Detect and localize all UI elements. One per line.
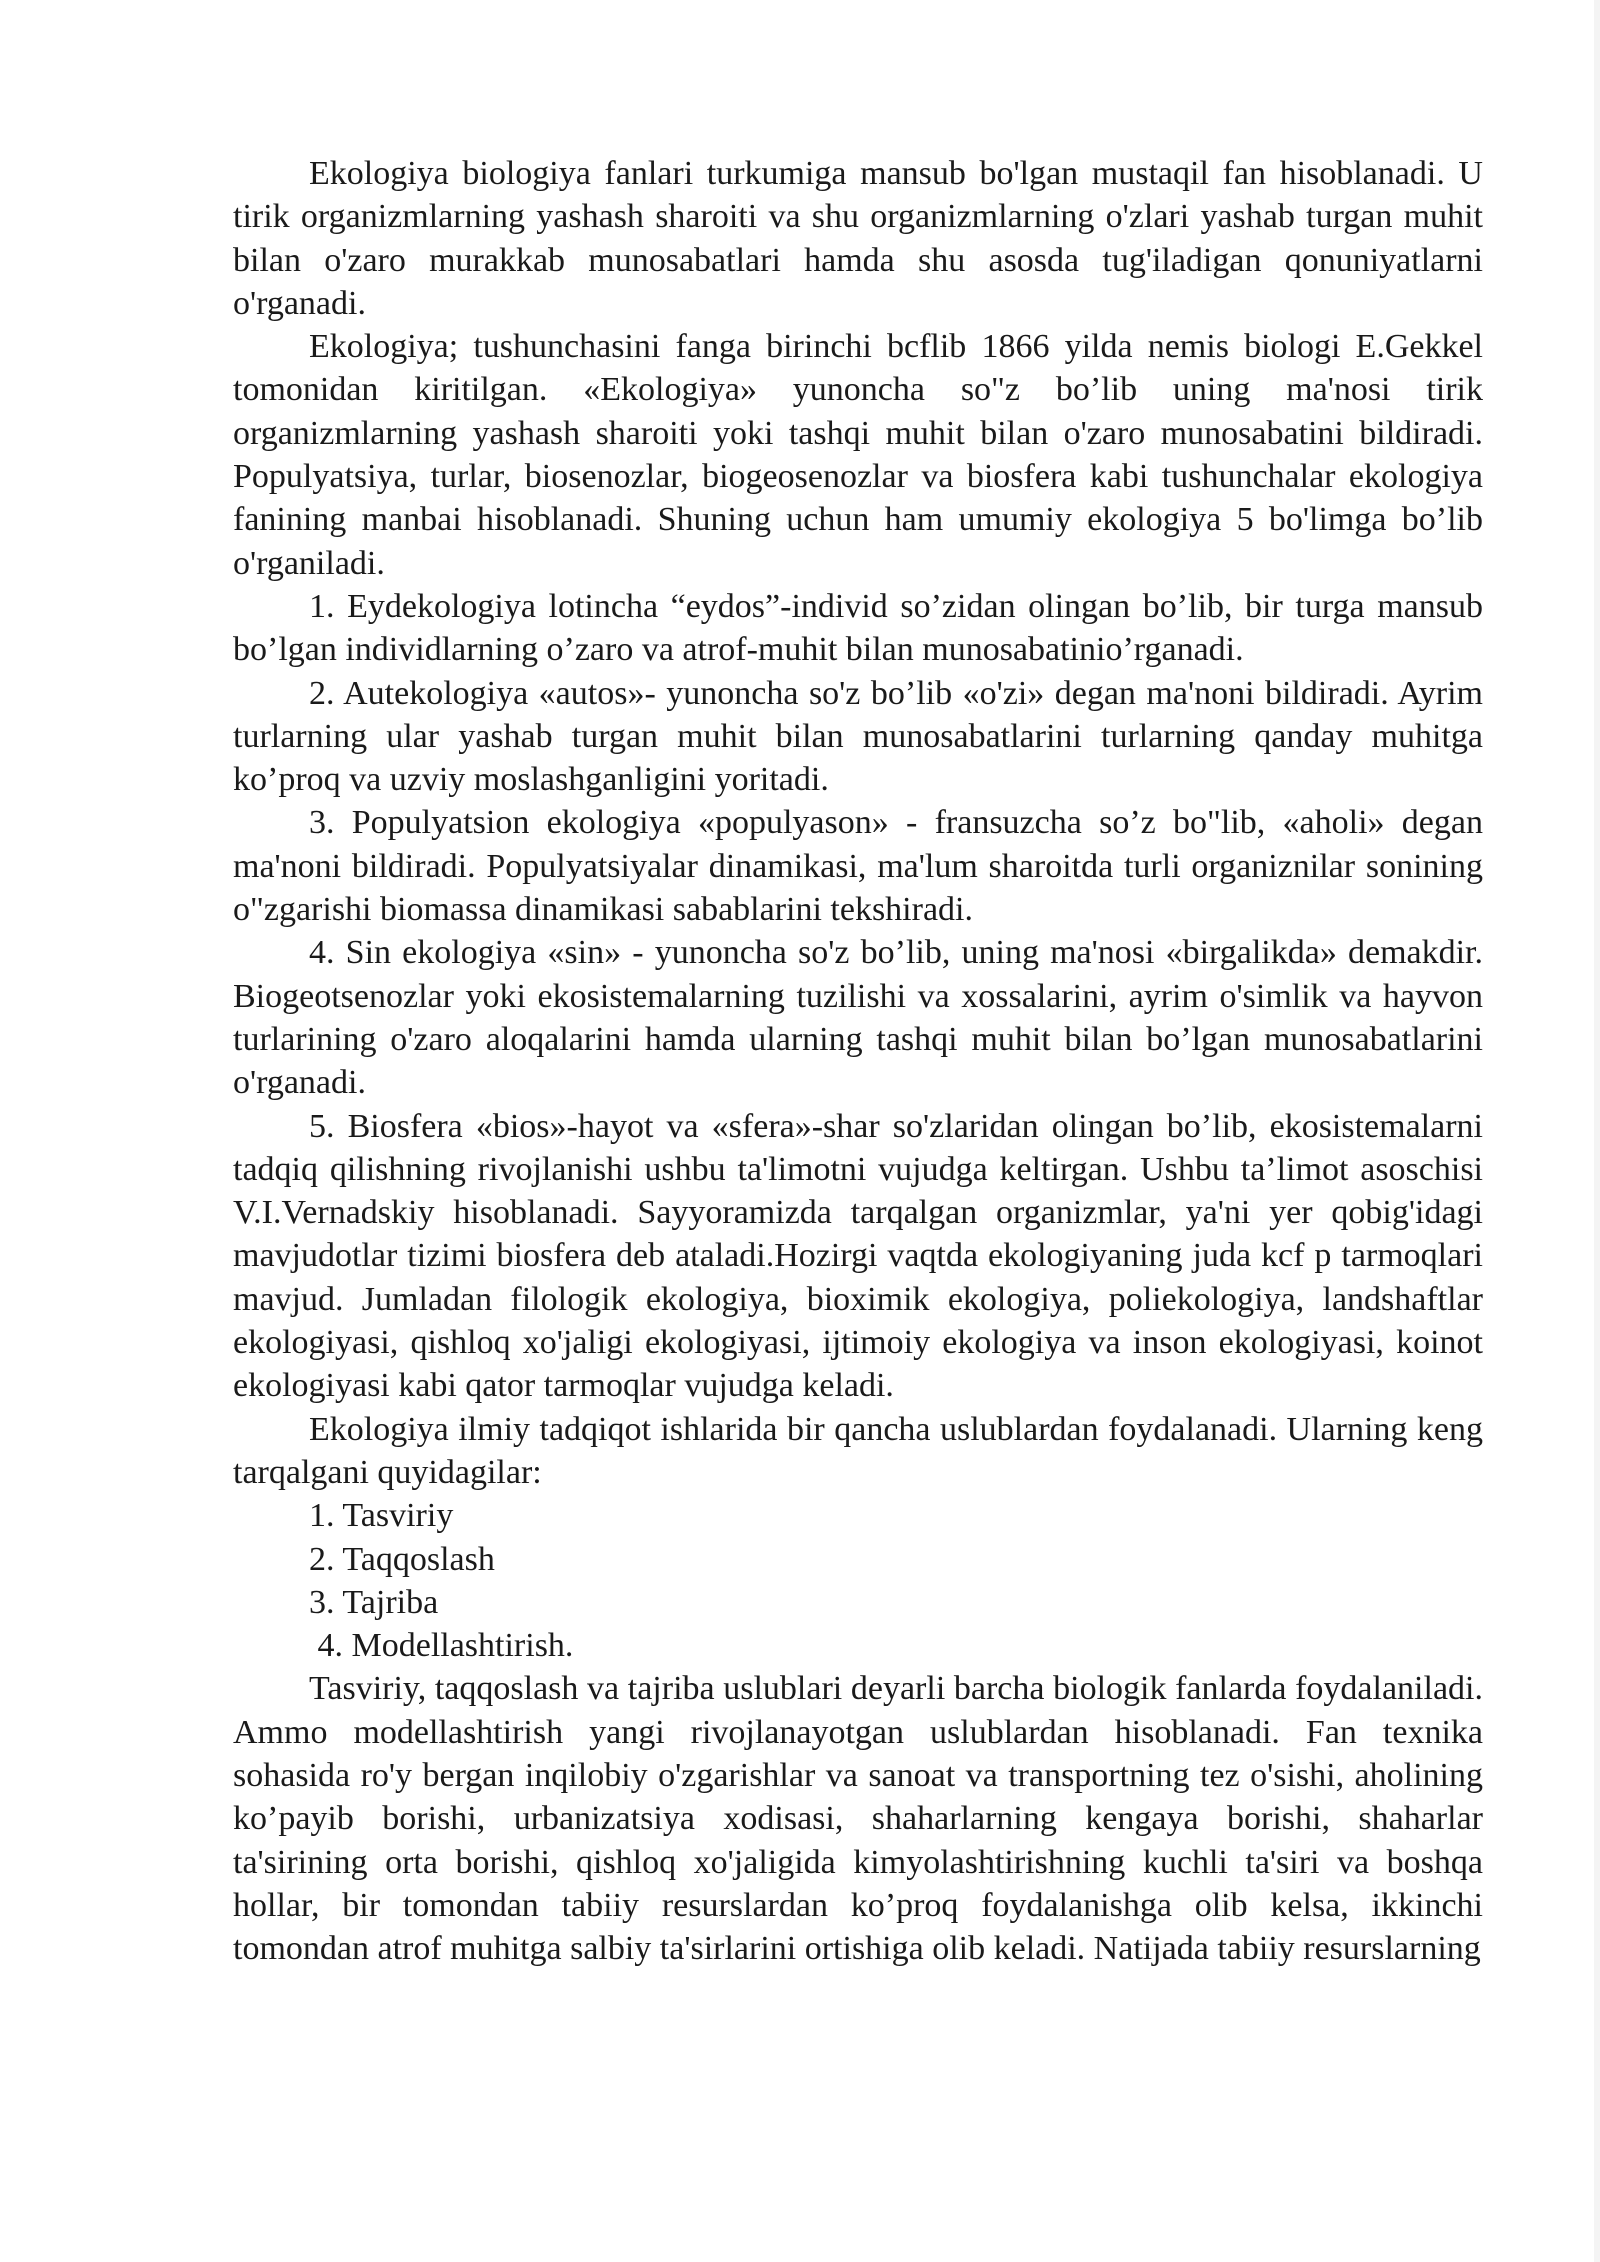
list-item-biosfera: 5. Biosfera «bios»-hayot va «sfera»-shar so'zlaridan olingan bo’lib, ekosistemalarni tadqiq qilishning rivojlanishi ushbu ta'limotni vujudga keltirgan. Ushbu ta’limot asoschisi V.I.Vernadskiy hisoblanadi. Sayyoramizda tarqalgan organizmlar, ya'ni yer qobig'idagi mavjudotlar tizimi biosfera deb ataladi.Hozirgi vaqtda ekologiyaning juda kcf p tarmoqlari mavjud. Jumladan filologik ekologiya, bioximik ekologiya, poliekologiya, landshaftlar ekologiyasi, qishloq xo'jaligi ekologiyasi, ijtimoiy ekologiya va inson ekologiyasi, koinot ekologiyasi kabi qator tarmoqlar vujudga keladi. xyxy=(233,1107,1483,1405)
method-item-tasviriy: 1. Tasviriy xyxy=(309,1497,454,1535)
page-edge xyxy=(1594,0,1600,2262)
paragraph-closing: Tasviriy, taqqoslash va tajriba uslublari deyarli barcha biologik fanlarda foydalaniladi. Ammo modellashtirish yangi rivojlanayotgan uslublardan hisoblanadi. Fan texnika sohasida ro'y bergan inqilobiy o'zgarishlar va sanoat va transportning tez o'sishi, aholining ko’payib borishi, urbanizatsiya xodisasi, shaharlarning kengaya borishi, shaharlar ta'sirining orta borishi, qishloq xo'jaligida kimyolashtirishning kuchli ta'siri va boshqa hollar, bir tomondan tabiiy resurslardan ko’proq foydalanishga olib kelsa, ikkinchi tomondan atrof muhitga salbiy ta'sirlarini ortishiga olib keladi. Natijada tabiiy resurslarning xyxy=(233,1670,1483,1968)
list-item-populyatsion: 3. Populyatsion ekologiya «populyason» - fransuzcha so’z bo"lib, «aholi» degan ma'noni bildiradi. Populyatsiyalar dinamikasi, ma'lum sharoitda turli organiznilar sonining o"zgarishi biomassa dinamikasi sabablarini tekshiradi. xyxy=(233,804,1483,929)
paragraph-intro: Ekologiya biologiya fanlari turkumiga mansub bo'lgan mustaqil fan hisoblanadi. U tirik organizmlarning yashash sharoiti va shu organizmlarning o'zlari yashab turgan muhit bilan o'zaro murakkab munosabatlari hamda shu asosda tug'iladigan qonuniyatlarni o'rganadi. xyxy=(233,155,1483,322)
paragraph-definition: Ekologiya; tushunchasini fanga birinchi bcflib 1866 yilda nemis biologi E.Gekkel tomonidan kiritilgan. «Ekologiya» yunoncha so"z bo’lib uning ma'nosi tirik organizmlarning yashash sharoiti yoki tashqi muhit bilan o'zaro munosabatini bildiradi. Populyatsiya, turlar, biosenozlar, biogeosenozlar va biosfera kabi tushunchalar ekologiya fanining manbai hisoblanadi. Shuning uchun ham umumiy ekologiya 5 bo'limga bo’lib o'rganiladi. xyxy=(233,328,1483,582)
list-item-eydekologiya: 1. Eydekologiya lotincha “eydos”-individ so’zidan olingan bo’lib, bir turga mansub bo’lgan individlarning o’zaro va atrof-muhit bilan munosabatinio’rganadi. xyxy=(233,587,1483,669)
method-item-modellashtirish: 4. Modellashtirish. xyxy=(309,1627,574,1665)
list-item-autekologiya: 2. Autekologiya «autos»- yunoncha so'z bo’lib «o'zi» degan ma'noni bildiradi. Ayrim turlarning ular yashab turgan muhit bilan munosabatlarini turlarning qanday muhitga ko’proq va uzviy moslashganligini yoritadi. xyxy=(233,674,1483,799)
method-item-taqqoslash: 2. Taqqoslash xyxy=(309,1540,495,1578)
method-item-tajriba: 3. Tajriba xyxy=(309,1583,439,1621)
document-page xyxy=(233,152,1483,1970)
paragraph-methods-intro: Ekologiya ilmiy tadqiqot ishlarida bir qancha uslublardan foydalanadi. Ularning keng tarqalgani quyidagilar: xyxy=(233,1410,1483,1491)
list-item-sin-ekologiya: 4. Sin ekologiya «sin» - yunoncha so'z bo’lib, uning ma'nosi «birgalikda» demakdir. Biogeotsenozlar yoki ekosistemalarning tuzilishi va xossalarini, ayrim o'simlik va hayvon turlarining o'zaro aloqalarini hamda ularning tashqi muhit bilan bo’lgan munosabatlarini o'rganadi. xyxy=(233,934,1483,1102)
